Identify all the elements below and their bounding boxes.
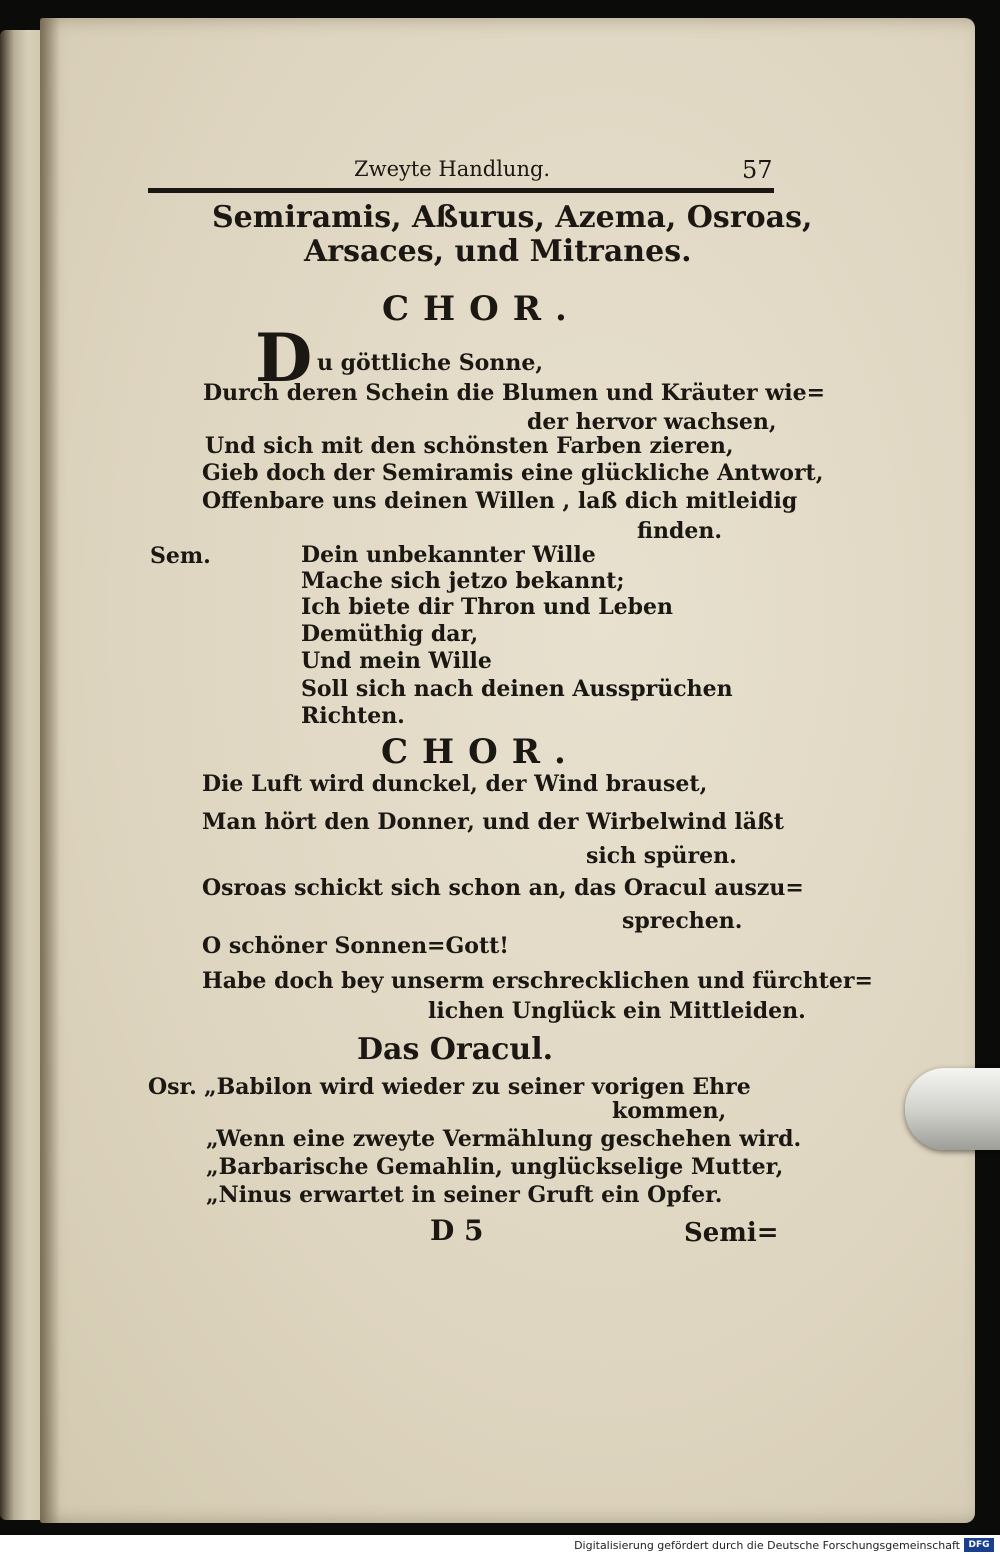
section-heading-chor: CHOR.: [382, 289, 581, 329]
drop-cap: D: [255, 319, 313, 397]
verse-line: kommen,: [612, 1098, 727, 1124]
verse-line: Mache sich jetzo bekannt;: [301, 568, 625, 594]
digitization-credit: Digitalisierung gefördert durch die Deutsche Forschungsgemeinschaft: [574, 1539, 960, 1552]
verse-line: Und sich mit den schönsten Farben zieren,: [205, 433, 734, 459]
verse-line: „Barbarische Gemahlin, unglückselige Mutter,: [206, 1154, 784, 1180]
page-number: 57: [742, 156, 773, 184]
speaker-label-sem: Sem.: [150, 543, 211, 569]
verse-line: u göttliche Sonne,: [317, 350, 544, 376]
verse-line: „Babilon wird wieder zu seiner vorigen Ehre: [204, 1074, 751, 1100]
header-rule: [148, 188, 774, 193]
verse-line: sich spüren.: [586, 843, 737, 869]
running-header: Zweyte Handlung.: [354, 157, 551, 181]
speaker-label-osr: Osr.: [148, 1074, 197, 1100]
verse-line: Und mein Wille: [301, 648, 492, 674]
verse-line: sprechen.: [622, 908, 743, 934]
verse-line: O schöner Sonnen=Gott!: [202, 933, 509, 959]
section-heading-chor: CHOR.: [381, 732, 580, 772]
verse-line: Die Luft wird dunckel, der Wind brauset,: [202, 771, 708, 797]
section-heading-oracle: Das Oracul.: [357, 1032, 554, 1067]
cast-list-line-1: Semiramis, Aßurus, Azema, Osroas,: [212, 200, 813, 235]
page-clip: [905, 1068, 1000, 1150]
catchword: Semi=: [684, 1218, 779, 1248]
verse-line: Gieb doch der Semiramis eine glückliche Antwort,: [202, 460, 824, 486]
verse-line: der hervor wachsen,: [527, 409, 777, 435]
verse-line: Dein unbekannter Wille: [301, 542, 596, 568]
signature-mark: D 5: [430, 1214, 484, 1247]
verse-line: „Ninus erwartet in seiner Gruft ein Opfer.: [206, 1182, 723, 1208]
verse-line: Osroas schickt sich schon an, das Oracul auszu=: [202, 875, 804, 901]
verse-line: Demüthig dar,: [301, 621, 479, 647]
verse-line: Habe doch bey unserm erschrecklichen und fürchter=: [202, 968, 873, 994]
verse-line: Richten.: [301, 703, 405, 729]
cast-list-line-2: Arsaces, und Mitranes.: [304, 234, 692, 269]
verse-line: Offenbare uns deinen Willen , laß dich mitleidig: [202, 488, 798, 514]
verse-line: Man hört den Donner, und der Wirbelwind läßt: [202, 809, 784, 835]
verse-line: Soll sich nach deinen Aussprüchen: [301, 676, 733, 702]
verse-line: Ich biete dir Thron und Leben: [301, 594, 674, 620]
verse-line: lichen Unglück ein Mittleiden.: [428, 998, 806, 1024]
page-gutter-shadow: [40, 18, 60, 1523]
verse-line: „Wenn eine zweyte Vermählung geschehen wird.: [206, 1126, 802, 1152]
verse-line: finden.: [637, 518, 723, 544]
verse-line: Durch deren Schein die Blumen und Kräuter wie=: [203, 380, 826, 406]
dfg-logo: DFG: [964, 1538, 994, 1552]
